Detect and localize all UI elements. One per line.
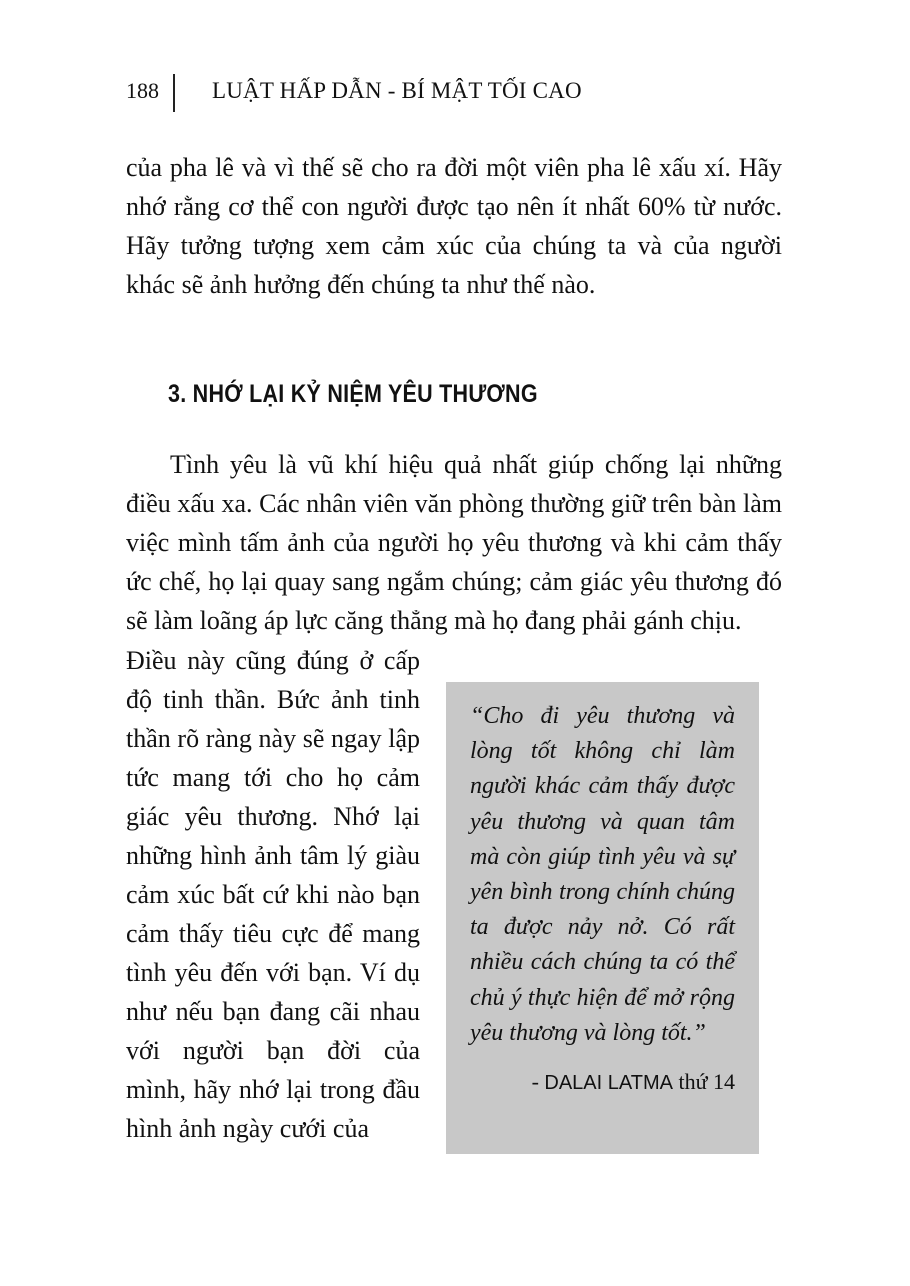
body-paragraph-3: Điều này cũng đúng ở cấp độ tinh thần. Bức ảnh tinh thần rõ ràng này sẽ ngay lập tức mang tới cho họ cảm giác yêu thương. Nhớ lại những hình ảnh tâm lý giàu cảm xúc bất cứ khi nào bạn cảm thấy tiêu cực để mang tình yêu đến với bạn. Ví dụ như nếu bạn đang cãi nhau với người bạn đời của mình, hãy nhớ lại trong đầu hình ảnh ngày cưới của xyxy=(126,646,420,1143)
body-paragraph-2: Tình yêu là vũ khí hiệu quả nhất giúp chống lại những điều xấu xa. Các nhân viên văn phòng thường giữ trên bàn làm việc mình tấm ảnh của người họ yêu thương và khi cảm thấy ức chế, họ lại quay sang ngắm chúng; cảm giác yêu thương đó sẽ làm loãng áp lực căng thẳng mà họ đang phải gánh chịu. xyxy=(126,450,782,635)
pull-quote-author xyxy=(470,1069,735,1095)
pull-quote-text: “Cho đi yêu thương và lòng tốt không chỉ làm người khác cảm thấy được yêu thương và quan tâm mà còn giúp tình yêu và sự yên bình trong chính chúng ta được nảy nở. Có rất nhiều cách chúng ta có thể chủ ý thực hiện để mở rộng yêu thương và lòng tốt.” xyxy=(470,703,735,1046)
pull-quote-box xyxy=(446,682,759,1154)
author-prefix: - xyxy=(531,1069,545,1095)
author-suffix: thứ 14 xyxy=(672,1069,735,1095)
header-divider xyxy=(173,74,175,112)
section-heading: 3. NHỚ LẠI KỶ NIỆM YÊU THƯƠNG xyxy=(168,380,538,408)
author-name: DALAI LATMA xyxy=(544,1072,673,1095)
body-paragraph-1: của pha lê và vì thế sẽ cho ra đời một viên pha lê xấu xí. Hãy nhớ rằng cơ thể con người được tạo nên ít nhất 60% từ nước. Hãy tưởng tượng xem cảm xúc của chúng ta và của người khác sẽ ảnh hưởng đến chúng ta như thế nào. xyxy=(126,153,782,299)
page-number: 188 xyxy=(126,78,159,103)
book-title: LUẬT HẤP DẪN - BÍ MẬT TỐI CAO xyxy=(212,78,582,103)
